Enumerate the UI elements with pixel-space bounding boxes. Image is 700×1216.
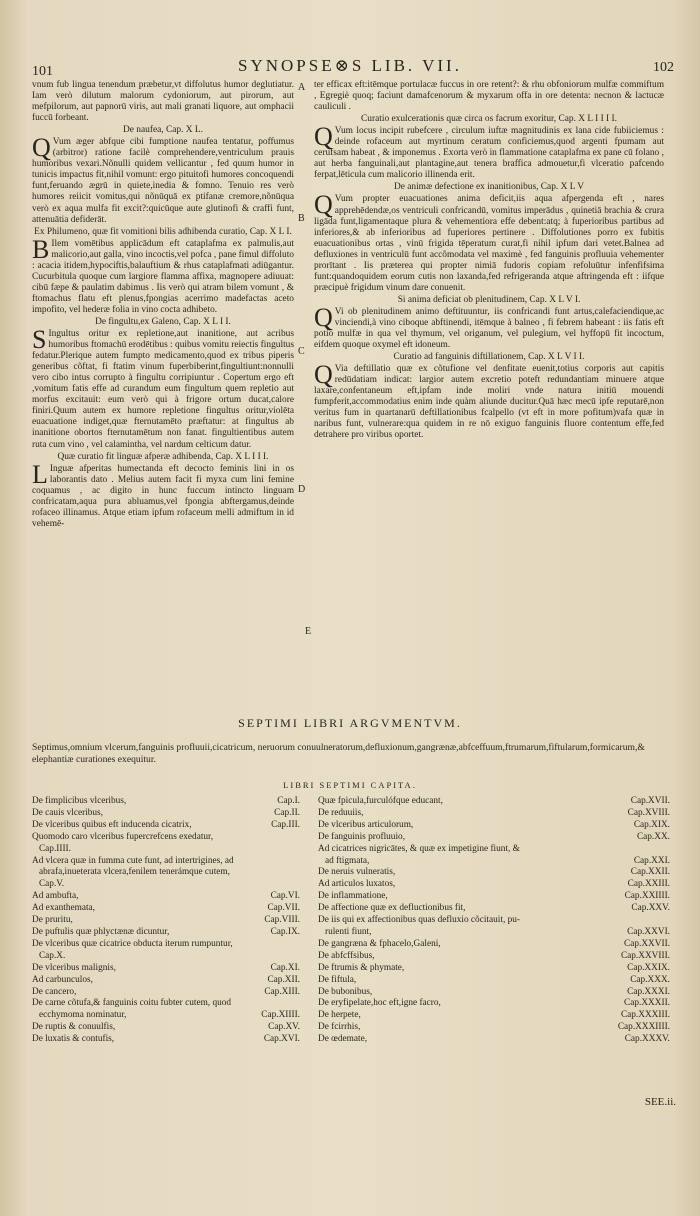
- entry-title: De herpete,: [318, 1010, 361, 1021]
- paragraph-text: Vum propter euacuationes anima deficit,iis aqua afpergenda eft , nares apprehēdendæ,os ventriculi confricandū, vomitus imperādus , quinetiā brachia & crura ligāda funt,ligamentaque plura & vehementiora effe debent:atq; à fuperioribus partibus ad inferiores,& ab inferioribus ad fuperiores pertinere . Diffolutiones porro ex fubitis euacuationibus ortas , vinū frigida tēperatum curat,fi nihil ipfum dari vetet.Balnea ad defluxiones in ventriculū funt accõmodata vel maximè , fed fanguinis profluuia vehementer prorītant . Iis præterea qui propter nimiā fudoris copiam refoluūtur infenfifsima funt:quandoquidem eorum cutis non laxanda,fed refrigeranda atque aftringenda eft : iifque præcipuè frigidum vinum dare conuenit.: [314, 194, 664, 293]
- entry-title: Ad exanthemata,: [32, 903, 95, 914]
- entry-chapter-number: Cap.XVIII.: [627, 807, 670, 818]
- entry-title: De œdemate,: [318, 1034, 368, 1045]
- text-paragraph: [314, 80, 664, 113]
- contents-entry: [318, 998, 670, 1010]
- contents-list-right: [318, 796, 670, 1046]
- contents-entry: [32, 820, 300, 832]
- entry-chapter-number: Cap.XXXIIII.: [617, 1022, 670, 1033]
- contents-entry: [32, 963, 300, 975]
- contents-entry: [318, 1034, 670, 1046]
- entry-title: De vlceribus quæ cicatrice obducta iterum rumpuntur,: [32, 938, 233, 949]
- entry-title: De iis qui ex affectionibus quas defluxio cõcitauit, pu-: [318, 915, 520, 926]
- paragraph-text: Vum locus incipit rubefcere , circulum iuftæ magnitudinis ex lana cide fubiiciemus : deinde rofaceum aut myrtinum ceratum conficiemus,quod argenti fpumam aut cerufsam habeat , & imponemus . Exorta verò in flammatione cataplafma ex pane cū folano , aut herba fanguinali,aut plantagine,aut tenera braffica admouetur,fi vlceratio pafcendo ferpat,lēticula cum malicorio illinenda erit.: [314, 126, 664, 181]
- drop-capital: Q: [314, 190, 333, 220]
- entry-title: De bubonibus,: [318, 986, 373, 997]
- text-paragraph: [314, 190, 664, 293]
- entry-chapter-number: Cap.XIII.: [264, 986, 300, 997]
- entry-title: De luxatis & contufis,: [32, 1034, 115, 1045]
- drop-capital: Q: [314, 302, 333, 332]
- chapter-heading: Curatio exulcerationis quæ circa os facrum exoritur, Cap. X L I I I I.: [361, 114, 617, 125]
- contents-entry: [318, 856, 670, 868]
- contents-entry: [318, 987, 670, 999]
- entry-chapter-number: Cap.XXVI.: [627, 926, 670, 937]
- drop-capital: S: [32, 325, 47, 355]
- entry-title: Ad cicatrices nigricātes, & quæ ex impetigine fiunt, &: [318, 843, 520, 854]
- entry-chapter-number: Cap.III.: [271, 819, 300, 830]
- entry-chapter-number: [666, 844, 670, 856]
- contents-entry: [318, 844, 670, 856]
- entry-title: Ad articulos luxatos,: [318, 879, 396, 890]
- entry-title: De abfcffsibus,: [318, 950, 375, 961]
- entry-chapter-number: [296, 939, 300, 951]
- entry-title: De vlceribus articulorum,: [318, 819, 414, 830]
- entry-title: De eryfipelate,hoc eft,igne facro,: [318, 998, 441, 1009]
- margin-letter-b: B: [298, 213, 305, 224]
- paragraph-text: Vum æger abfque cibi fumptione naufea tentatur, poffumus (arbitror) ratione facilè comprehendere,ventriculum prauis humoribus vexari.Nõnulli quidem vellicantur , fed quum humor in tunicis impactus fit,nihil vomunt: ergo pituitofi humores concoquendi funt,feruando ægrū in quiete,inedia & fomno. Tenuio res verò humores reiicit vomitus,qui nõnūquā ex ptifanæ cremore,nõnūqua verò ex aqua mulfa fit excit?:quicūque aute glutinofi & craffi funt, attenuātia defiderāt.: [32, 137, 294, 225]
- contents-entry: [318, 891, 670, 903]
- entry-title: De ruptis & conuulfis,: [32, 1022, 116, 1033]
- contents-entry: [318, 1022, 670, 1034]
- right-text-column: [314, 80, 664, 443]
- entry-title: ad ftigmata,: [318, 855, 370, 866]
- entry-chapter-number: Cap.XII.: [267, 974, 300, 985]
- entry-chapter-number: Cap.XXVII.: [624, 938, 670, 949]
- contents-entry: [32, 998, 300, 1010]
- entry-title: Ad vlcera quæ in fumma cute funt, ad intertrigines, ad: [32, 855, 234, 866]
- chapter-heading: De animæ defectione ex inanitionibus, Cap. X L V: [393, 182, 585, 193]
- entry-chapter-number: Cap.XXXIII.: [620, 1010, 670, 1021]
- entry-title: Quæ fpicula,furculófque educant,: [318, 796, 443, 806]
- entry-title: De puftulis quæ phlyctænæ dicuntur,: [32, 926, 170, 937]
- contents-entry: [318, 939, 670, 951]
- contents-entry: [32, 796, 300, 808]
- entry-title: De affectione quæ ex defluctionibus fit,: [318, 903, 466, 914]
- entry-title: De vlceribus malignis,: [32, 962, 116, 973]
- entry-chapter-number: Cap.XXV.: [631, 903, 670, 914]
- text-paragraph: [32, 133, 294, 225]
- contents-entry: [318, 951, 670, 963]
- entry-title: De pruritu,: [32, 915, 73, 926]
- argument-title: SEPTIMI LIBRI ARGVMENTVM.: [238, 716, 462, 730]
- contents-entry: [32, 867, 300, 879]
- entry-title: abrafa,inueterata vlcera,fenilem tenerámque cutem,: [32, 867, 230, 878]
- text-paragraph: [314, 302, 664, 351]
- entry-title: ecchymoma nominatur,: [32, 1010, 127, 1021]
- entry-chapter-number: Cap.XXXII.: [624, 998, 670, 1009]
- text-paragraph: [32, 234, 294, 316]
- entry-chapter-number: Cap.XVII.: [630, 796, 670, 806]
- entry-title: De fanguinis profluuio,: [318, 831, 406, 842]
- drop-capital: Q: [32, 133, 51, 163]
- page-number-right: 102: [653, 60, 674, 75]
- entry-chapter-number: Cap.XI.: [270, 962, 300, 973]
- entry-chapter-number: Cap.XXX.: [630, 974, 670, 985]
- margin-letter-d: D: [298, 484, 306, 495]
- contents-entry: [32, 1034, 300, 1046]
- entry-title: Cap.IIII.: [32, 843, 71, 854]
- entry-chapter-number: Cap.XXVIII.: [620, 950, 670, 961]
- entry-title: De gangræna & fphacelo,Galeni,: [318, 938, 441, 949]
- entry-chapter-number: Cap.IX.: [270, 926, 300, 937]
- entry-chapter-number: Cap.II.: [274, 807, 300, 818]
- contents-entry: [32, 975, 300, 987]
- entry-chapter-number: Cap.I.: [277, 796, 300, 806]
- entry-chapter-number: Cap.XIIII.: [261, 1010, 300, 1021]
- drop-capital: B: [32, 234, 50, 264]
- entry-chapter-number: [296, 844, 300, 856]
- entry-chapter-number: [296, 951, 300, 963]
- entry-chapter-number: Cap.XXI.: [633, 855, 670, 866]
- contents-entry: [32, 808, 300, 820]
- entry-chapter-number: [296, 867, 300, 879]
- entry-title: rulenti fiunt,: [318, 926, 372, 937]
- paragraph-text: Vi ob plenitudinem animo deftituuntur, iis confricandi funt artus,calefaciendique,ac vinciendi,à vino ciboque abftinendi, itēmque à balneo , fi febrem habeant : iis fatis eft potio mulfæ in qua vel thymum, vel origanum, vel pulegium, vel hyffopū fit incoctum, eifdem quoque oxymel eft idoneum.: [314, 306, 664, 351]
- entry-chapter-number: Cap.XIX.: [633, 819, 670, 830]
- drop-capital: Q: [314, 122, 333, 152]
- contents-entry: [318, 903, 670, 915]
- entry-chapter-number: [666, 915, 670, 927]
- entry-title: Cap.V.: [32, 879, 65, 890]
- entry-title: De fiftula,: [318, 974, 357, 985]
- margin-letter-a: A: [298, 82, 306, 93]
- entry-chapter-number: Cap.VIII.: [264, 915, 300, 926]
- entry-chapter-number: [296, 856, 300, 868]
- entry-title: De cancero,: [32, 986, 77, 997]
- entry-chapter-number: Cap.XXXI.: [627, 986, 670, 997]
- entry-title: De cauis vlceribus,: [32, 807, 103, 818]
- contents-entry: [32, 915, 300, 927]
- entry-chapter-number: Cap.XXIIII.: [624, 891, 670, 902]
- text-paragraph: [314, 122, 664, 181]
- text-paragraph: [32, 459, 294, 530]
- entry-title: De ftrumis & phymate,: [318, 962, 405, 973]
- chapter-heading: De naufea, Cap. X L.: [123, 125, 203, 136]
- entry-chapter-number: [296, 832, 300, 844]
- contents-entry: [32, 951, 300, 963]
- contents-entry: [32, 856, 300, 868]
- contents-entry: [32, 903, 300, 915]
- margin-letter-c: C: [298, 346, 305, 357]
- entry-chapter-number: Cap.XX.: [636, 831, 670, 842]
- paragraph-text: Via deftillatio quæ ex cõtufione vel denfitate euenit,totius corporis aut capitis redūdatiam indicat: largior autem excretio poteft redundantiam minuere atque laxare,confentaneum eft,ipfam inde moliri vnde natura initiū mouendi fumpferit,accommodatius enim inde quàm aliunde ducitur.Quā hæc mecū ipfe reputarē,non veritus fum in quartanarū deftillationibus fcalpello (vt eft in more pofitum)vafa quæ in naribus funt, vulnerare:qua quidem in re nō exiguo fanguinis fluore contentum effe,fed detrahere pro viribus oportet.: [314, 364, 664, 441]
- entry-chapter-number: [296, 998, 300, 1010]
- paragraph-text: Ilem vomētibus applicādum eft cataplafma ex palmulis,aut malicorio,aut galla, vino incoctis,vel pofca , pane fimul diffoluto : acacia itidem,hypociftis,balauftium & rhus cataplafmati adiūgantur. Cucurbitula quoque cum largiore flamma affixa, magnopere adiuuat: cibū fæpe & paulatim dabimus . Iis verò qui atram bilem vomunt , & ftomachus flatu eft plenus,fpongias acerrimo madefactas aceto impofito, vel hederæ folia in vino cocta adhibeto.: [32, 238, 294, 315]
- entry-chapter-number: Cap.XXII.: [630, 867, 670, 878]
- contents-entry: [32, 891, 300, 903]
- entry-chapter-number: Cap.XXXV.: [624, 1034, 670, 1045]
- contents-entry: [32, 927, 300, 939]
- chapter-heading: Quæ curatio fit linguæ afperæ adhibenda, Cap. X L I I I.: [57, 451, 269, 462]
- running-title: SYNOPSE⊗S LIB. VII.: [238, 56, 462, 75]
- entry-title: De neruis vulneratis,: [318, 867, 396, 878]
- drop-capital: Q: [314, 360, 333, 390]
- contents-entry: [318, 832, 670, 844]
- entry-chapter-number: [296, 879, 300, 891]
- chapter-heading: Ex Philumeno, quæ fit vomitioni bilis adhibenda curatio, Cap. X L I.: [34, 226, 292, 237]
- contents-entry: [318, 975, 670, 987]
- contents-entry: [32, 939, 300, 951]
- text-paragraph: [314, 360, 664, 441]
- contents-title: LIBRI SEPTIMI CAPITA.: [283, 780, 417, 790]
- contents-entry: [32, 1022, 300, 1034]
- contents-entry: [32, 1010, 300, 1022]
- entry-title: De inflammatione,: [318, 891, 388, 902]
- paragraph-text: ter efficax eft:itēmque portulacæ fuccus in ore retent?: & rhu obfoniorum mulfæ commiftum , Egregiè quoq; faciunt damafcenorum & myxarum offa in ore detenta: necnon & lactucæ cauliculi .: [314, 80, 664, 113]
- text-paragraph: [32, 80, 294, 124]
- chapter-heading: Curatio ad fanguinis diftillationem, Cap. X L V I I.: [393, 352, 585, 363]
- paragraph-text: vnum fub lingua tenendum præbetur,vt diffolutus humor deglutiatur. Iam verò dilutum malorum cydoniorum, aut pirorum, aut mefpilorum, aut papnorū viris, aut mali granati liquore, aut omphacii fuccū forbeant.: [32, 80, 294, 124]
- left-text-column: [32, 80, 294, 531]
- contents-entry: [32, 844, 300, 856]
- contents-entry: [318, 1010, 670, 1022]
- contents-entry: [32, 879, 300, 891]
- paragraph-text: Inguæ afperitas humectanda eft decocto feminis lini in os laborantis dato . Melius autem facit fi myxa cum lini femine coquamus , ac digito in hunc fuccum intincto linguam confricatam,aqua pura abluamus,vel fpongia abftergamus,deinde rofaceo illinamus. Atque etiam ipfum rofaceum melli admiftum in id vehemē-: [32, 463, 294, 529]
- entry-title: Cap.X.: [32, 950, 66, 961]
- entry-chapter-number: Cap.XXIX.: [627, 962, 670, 973]
- catchword: SEE.ii.: [644, 1096, 676, 1108]
- entry-title: De carne cõtufa,& fanguinis coitu fubter cutem, quod: [32, 998, 232, 1009]
- paragraph-text: Ingultus oritur ex repletione,aut inanitione, aut acribus humoribus ftomachū erodētibus : quibus vomitu reiectis fingultus fedatur.Plerique autem fumpto medicamento,quod ex tribus piperis generibus cõftat, fi ftatim vinum fuperbiberint,fingultiunt:nonnulli vero cibo intus corrupto à fingultu corripiuntur . Copertum ergo eft ,vomitum fatis effe ad curandum eum fingultum quem repletio aut morfus excitauit: eum verò qui à frigore ortum ducat,calore finiri.Quum autem ex humore repletione fingultus oritur,violēta euacuatione indiget,quæ fternutamēto præftatur: at fingultus ab inanitione obortos fternutamētum non fanat. fingultientibus autem ruta cum vino , vel calamintha, vel nardum celticum datur.: [32, 329, 295, 450]
- entry-chapter-number: Cap.XXIII.: [627, 879, 670, 890]
- drop-capital: L: [32, 459, 48, 489]
- chapter-heading: De fingultu,ex Galeno, Cap. X L I I.: [95, 316, 231, 327]
- entry-title: Ad carbunculos,: [32, 974, 93, 985]
- contents-entry: [318, 867, 670, 879]
- contents-list-left: [32, 796, 300, 1046]
- entry-title: Quomodo caro vlceribus fupercrefcens exedatur,: [32, 831, 214, 842]
- contents-entry: [318, 963, 670, 975]
- entry-chapter-number: Cap.XVI.: [263, 1034, 300, 1045]
- entry-title: De fcirrhis,: [318, 1022, 361, 1033]
- entry-chapter-number: Cap.VII.: [267, 903, 300, 914]
- entry-chapter-number: Cap.VI.: [270, 891, 300, 902]
- entry-title: De vlceribus quibus eft inducenda cicatrix,: [32, 819, 192, 830]
- page-number-left: 101: [32, 64, 53, 79]
- entry-chapter-number: Cap.XV.: [268, 1022, 300, 1033]
- contents-entry: [318, 796, 670, 808]
- text-paragraph: [32, 325, 295, 451]
- contents-entry: [318, 927, 670, 939]
- chapter-heading: Si anima deficiat ob plenitudinem, Cap. X L V I.: [397, 294, 581, 305]
- entry-title: Ad ambufta,: [32, 891, 79, 902]
- contents-entry: [32, 832, 300, 844]
- contents-entry: [318, 808, 670, 820]
- contents-entry: [318, 820, 670, 832]
- contents-entry: [32, 987, 300, 999]
- contents-entry: [318, 879, 670, 891]
- contents-entry: [318, 915, 670, 927]
- margin-letter-e: E: [305, 626, 312, 637]
- entry-title: De fimplicibus vlceribus,: [32, 796, 127, 806]
- entry-title: De reduuiis,: [318, 807, 364, 818]
- argument-text: Septimus,omnium vlcerum,fanguinis profluuii,cicatricum, neruorum conuulneratorum,defluxionum,gangrænæ,abfceffuum,ftrumarum,fiftularum,formicarum,& elephantiæ curationes exequitur.: [32, 742, 645, 765]
